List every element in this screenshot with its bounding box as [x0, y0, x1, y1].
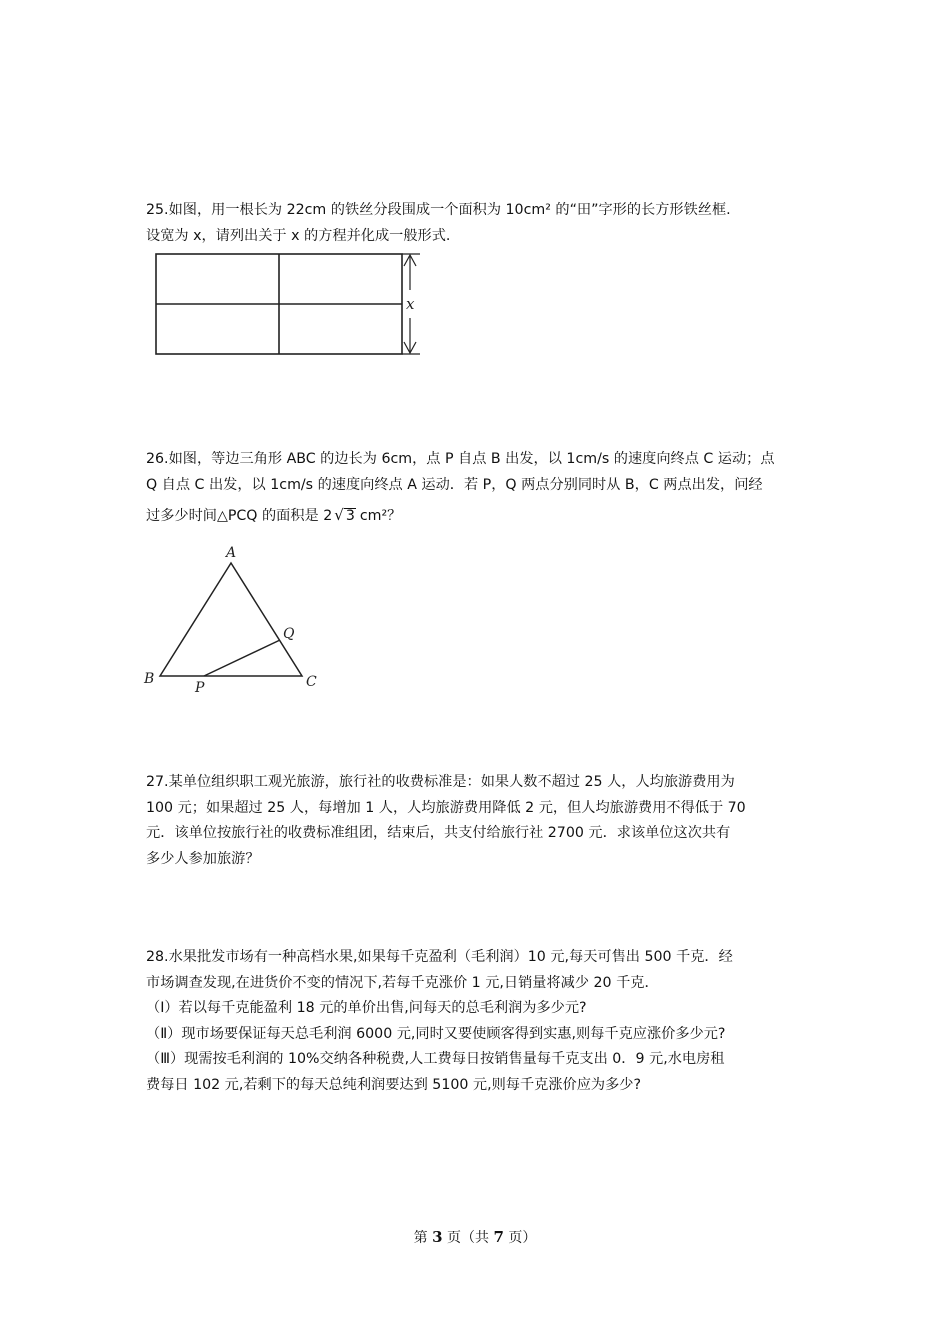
q26-triangle-figure [140, 543, 330, 695]
q27-line-3: 元．该单位按旅行社的收费标准组团，结束后，共支付给旅行社 2700 元．求该单位这次共有 [146, 825, 731, 841]
q28-part-2: （Ⅱ）现市场要保证每天总毛利润 6000 元,同时又要使顾客得到实惠,则每千克应涨价多少元? [146, 1025, 726, 1042]
q28-line-1: 28.水果批发市场有一种高档水果,如果每千克盈利（毛利润）10 元,每天可售出 500 千克．经 [146, 949, 733, 965]
dim-label-x: x [406, 295, 415, 313]
q28-part-3: （Ⅲ）现需按毛利润的 10%交纳各种税费,人工费每日按销售量每千克支出 0．9 元,水电房租 [146, 1051, 725, 1067]
question-27 [146, 770, 826, 872]
triangle-abc [160, 563, 302, 676]
q28-line-2: 市场调查发现,在进货价不变的情况下,若每千克涨价 1 元,日销量将减少 20 千克． [146, 974, 659, 991]
sqrt-expression [334, 503, 356, 530]
q25-line-2: 设宽为 x，请列出关于 x 的方程并化成一般形式. [146, 227, 451, 244]
q27-line-4: 多少人参加旅游？ [146, 850, 260, 867]
label-b: B [144, 671, 155, 687]
q26-line-2: Q 自点 C 出发，以 1cm/s 的速度向终点 A 运动．若 P，Q 两点分别同时从 B，C 两点出发，问经 [146, 476, 763, 493]
question-26 [146, 447, 826, 530]
q26-line-3-pre: 过多少时间△PCQ 的面积是 2 [146, 508, 333, 524]
footer-mid: 页（共 [442, 1230, 494, 1246]
footer-post: 页） [503, 1230, 537, 1246]
question-28 [146, 945, 826, 1098]
q27-line-2: 100 元；如果超过 25 人，每增加 1 人，人均旅游费用降低 2 元，但人均旅游费用不得低于 70 [146, 799, 746, 816]
footer-total-pages: 7 [493, 1228, 504, 1246]
sqrt-sign-icon: √ [334, 506, 344, 524]
page-footer [0, 1227, 950, 1247]
q27-line-1: 27.某单位组织职工观光旅游，旅行社的收费标准是：如果人数不超过 25 人，人均旅游费用为 [146, 774, 735, 790]
segment-pq [204, 640, 280, 676]
q26-line-3-post: cm²？ [359, 508, 402, 524]
question-25 [146, 198, 826, 249]
q25-frame-figure [150, 248, 430, 360]
label-p: P [195, 680, 205, 695]
q25-line-1: 25.如图，用一根长为 22cm 的铁丝分段围成一个面积为 10cm² 的“田”字形的长方形铁丝框. [146, 202, 731, 218]
q26-line-1: 26.如图，等边三角形 ABC 的边长为 6cm，点 P 自点 B 出发，以 1cm/s 的速度向终点 C 运动；点 [146, 451, 775, 467]
q26-line-3 [146, 503, 826, 530]
footer-page-number: 3 [432, 1228, 443, 1246]
label-a: A [226, 545, 237, 561]
footer-pre: 第 [413, 1230, 433, 1246]
label-q: Q [283, 626, 295, 642]
q28-part-1: （Ⅰ）若以每千克能盈利 18 元的单价出售,问每天的总毛利润为多少元? [146, 1000, 587, 1016]
sqrt-radicand: 3 [345, 508, 355, 524]
label-c: C [306, 674, 317, 690]
q28-line-6: 费每日 102 元,若剩下的每天总纯利润要达到 5100 元,则每千克涨价应为多少? [146, 1076, 642, 1093]
